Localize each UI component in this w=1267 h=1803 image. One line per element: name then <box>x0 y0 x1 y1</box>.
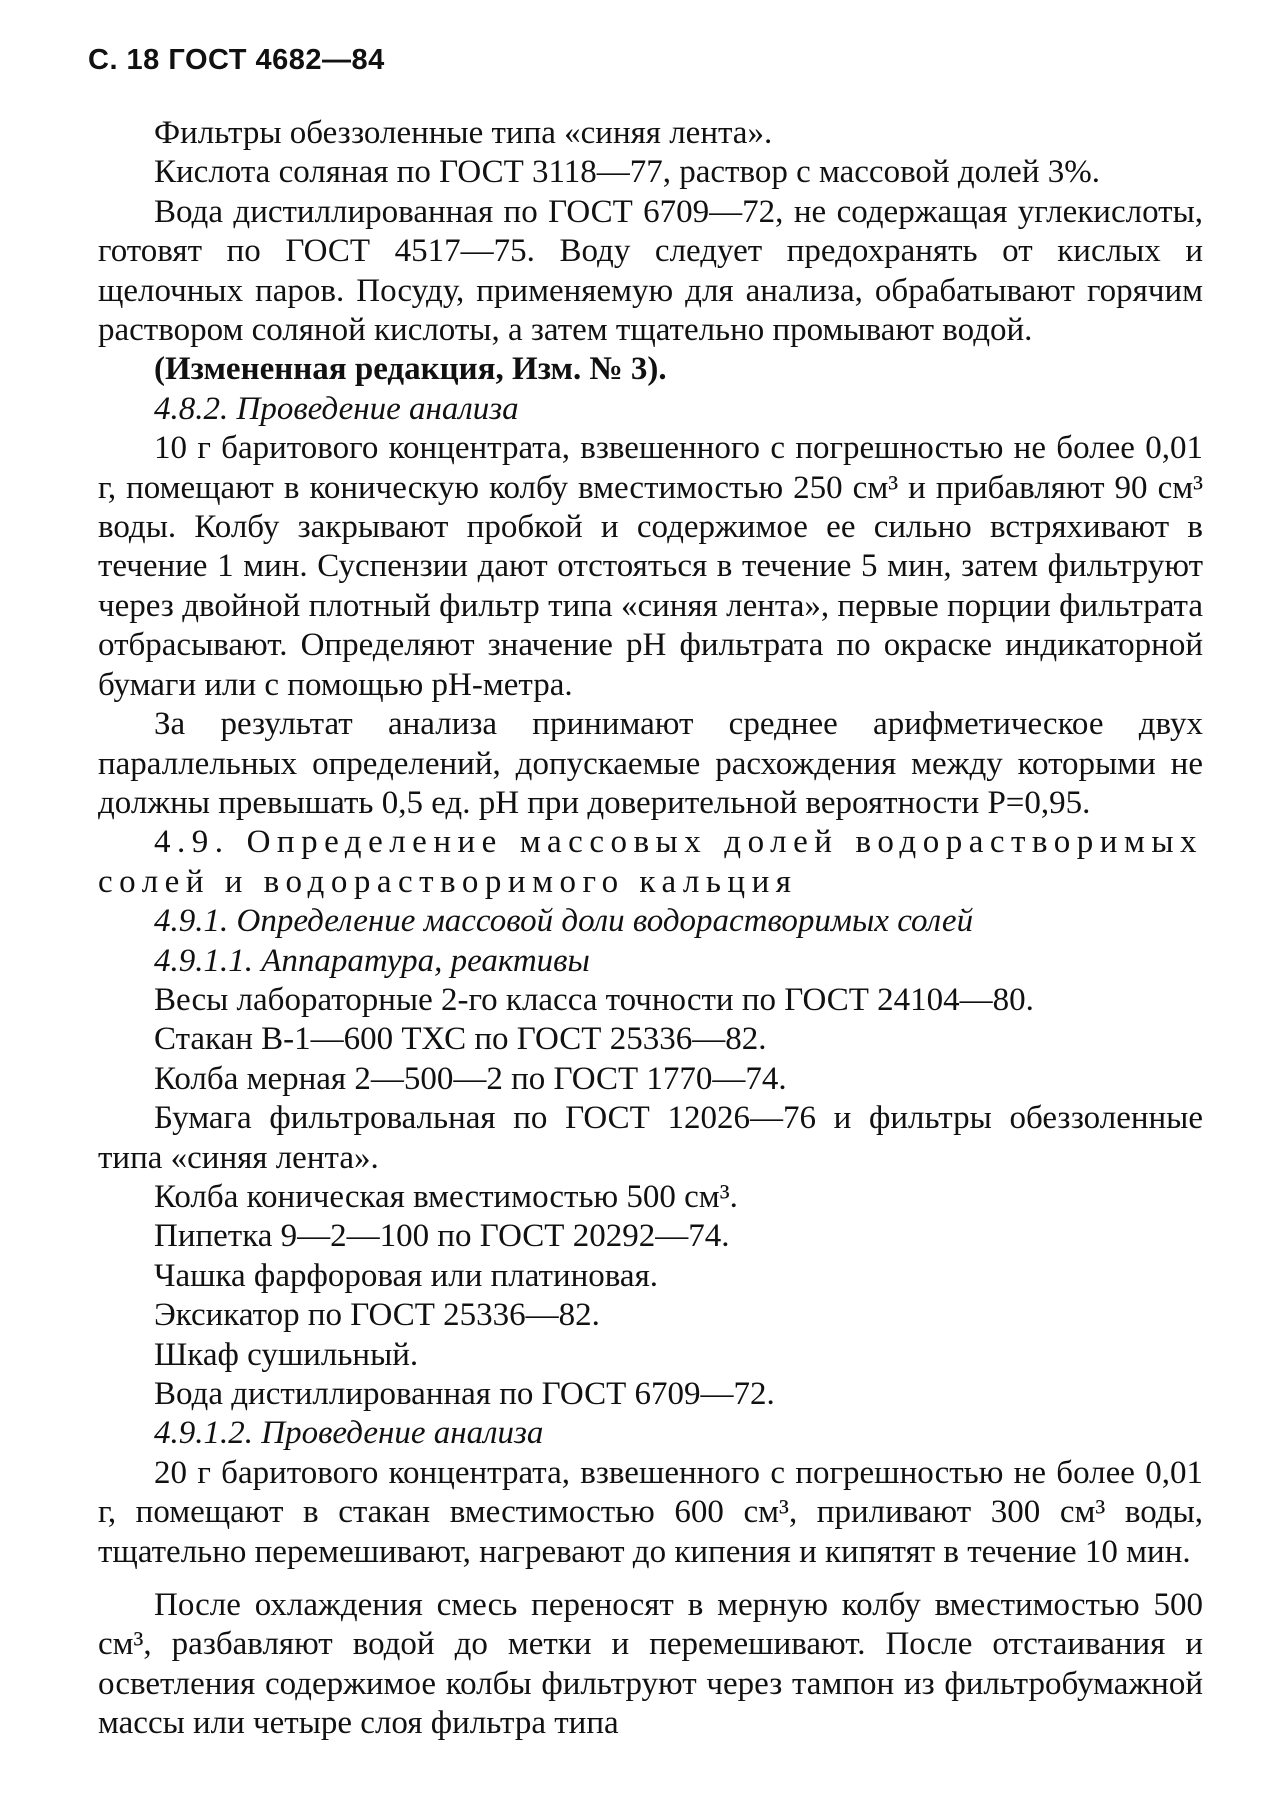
equipment-item: Бумага фильтровальная по ГОСТ 12026—76 и фильтры обеззоленные типа «синяя лента». <box>98 1100 1203 1176</box>
section-heading-4-9-1-1: 4.9.1.1. Аппаратура, реактивы <box>154 942 590 979</box>
equipment-item: Шкаф сушильный. <box>154 1336 419 1373</box>
equipment-item: Пипетка 9—2—100 по ГОСТ 20292—74. <box>154 1218 730 1255</box>
section-heading-4-9-1: 4.9.1. Определение массовой доли водорастворимых солей <box>154 903 974 940</box>
paragraph-filters: Фильтры обеззоленные типа «синяя лента». <box>154 115 773 151</box>
paragraph-procedure-salts: 20 г баритового концентрата, взвешенного с погрешностью не более 0,01 г, помещают в стакан вместимостью 600 см³, приливают 300 см³ воды, тщательно перемешивают, нагревают до кипения и кипятят в течение 10 мин. <box>98 1454 1203 1570</box>
equipment-item: Чашка фарфоровая или платиновая. <box>154 1257 658 1294</box>
equipment-item: Колба мерная 2—500—2 по ГОСТ 1770—74. <box>154 1060 787 1097</box>
equipment-item: Весы лабораторные 2-го класса точности по ГОСТ 24104—80. <box>154 981 1034 1018</box>
paragraph-hydrochloric-acid: Кислота соляная по ГОСТ 3118—77, раствор с массовой долей 3%. <box>154 154 1100 191</box>
section-heading-4-8-2: 4.8.2. Проведение анализа <box>154 390 519 427</box>
paragraph-result-ph: За результат анализа принимают среднее арифметическое двух параллельных определений, допускаемые расхождения между которыми не должны превышать 0,5 ед. pH при доверительной вероятности P=0,95. <box>98 706 1203 821</box>
section-heading-4-9-1-2: 4.9.1.2. Проведение анализа <box>154 1415 544 1452</box>
section-heading-4-9: 4.9. Определение массовых долей водорастворимых солей и водорастворимого кальция <box>98 824 1203 900</box>
equipment-item: Эксикатор по ГОСТ 25336—82. <box>154 1297 600 1334</box>
amendment-note: (Измененная редакция, Изм. № 3). <box>154 351 667 388</box>
equipment-item: Вода дистиллированная по ГОСТ 6709—72. <box>154 1376 775 1412</box>
paragraph-distilled-water: Вода дистиллированная по ГОСТ 6709—72, не содержащая углекислоты, готовят по ГОСТ 4517—75. Воду следует предохранять от кислых и щелочных паров. Посуду, применяемую для анализа, обрабатывают горячим раствором соляной кислоты, а затем тщательно промывают водой. <box>98 193 1203 349</box>
document-body <box>98 114 1203 1744</box>
equipment-item: Стакан В-1—600 ТХС по ГОСТ 25336—82. <box>154 1021 767 1058</box>
page-header <box>88 44 385 77</box>
paragraph-after-cooling: После охлаждения смесь переносят в мерную колбу вместимостью 500 см³, разбавляют водой до метки и перемешивают. После отстаивания и осветления содержимое колбы фильтруют через тампон из фильтробумажной массы или четыре слоя фильтра типа <box>98 1587 1203 1742</box>
page-number: С. 18 <box>88 44 160 76</box>
equipment-item: Колба коническая вместимостью 500 см³. <box>154 1178 738 1215</box>
paragraph-procedure-ph: 10 г баритового концентрата, взвешенного с погрешностью не более 0,01 г, помещают в коническую колбу вместимостью 250 см³ и прибавляют 90 см³ воды. Колбу закрывают пробкой и содержимое ее сильно встряхивают в течение 1 мин. Суспензии дают отстояться в течение 5 мин, затем фильтруют через двойной плотный фильтр типа «синяя лента», первые порции фильтрата отбрасывают. Определяют значение pH фильтрата по окраске индикаторной бумаги или с помощью pH-метра. <box>98 430 1203 703</box>
standard-number: ГОСТ 4682—84 <box>168 44 385 76</box>
